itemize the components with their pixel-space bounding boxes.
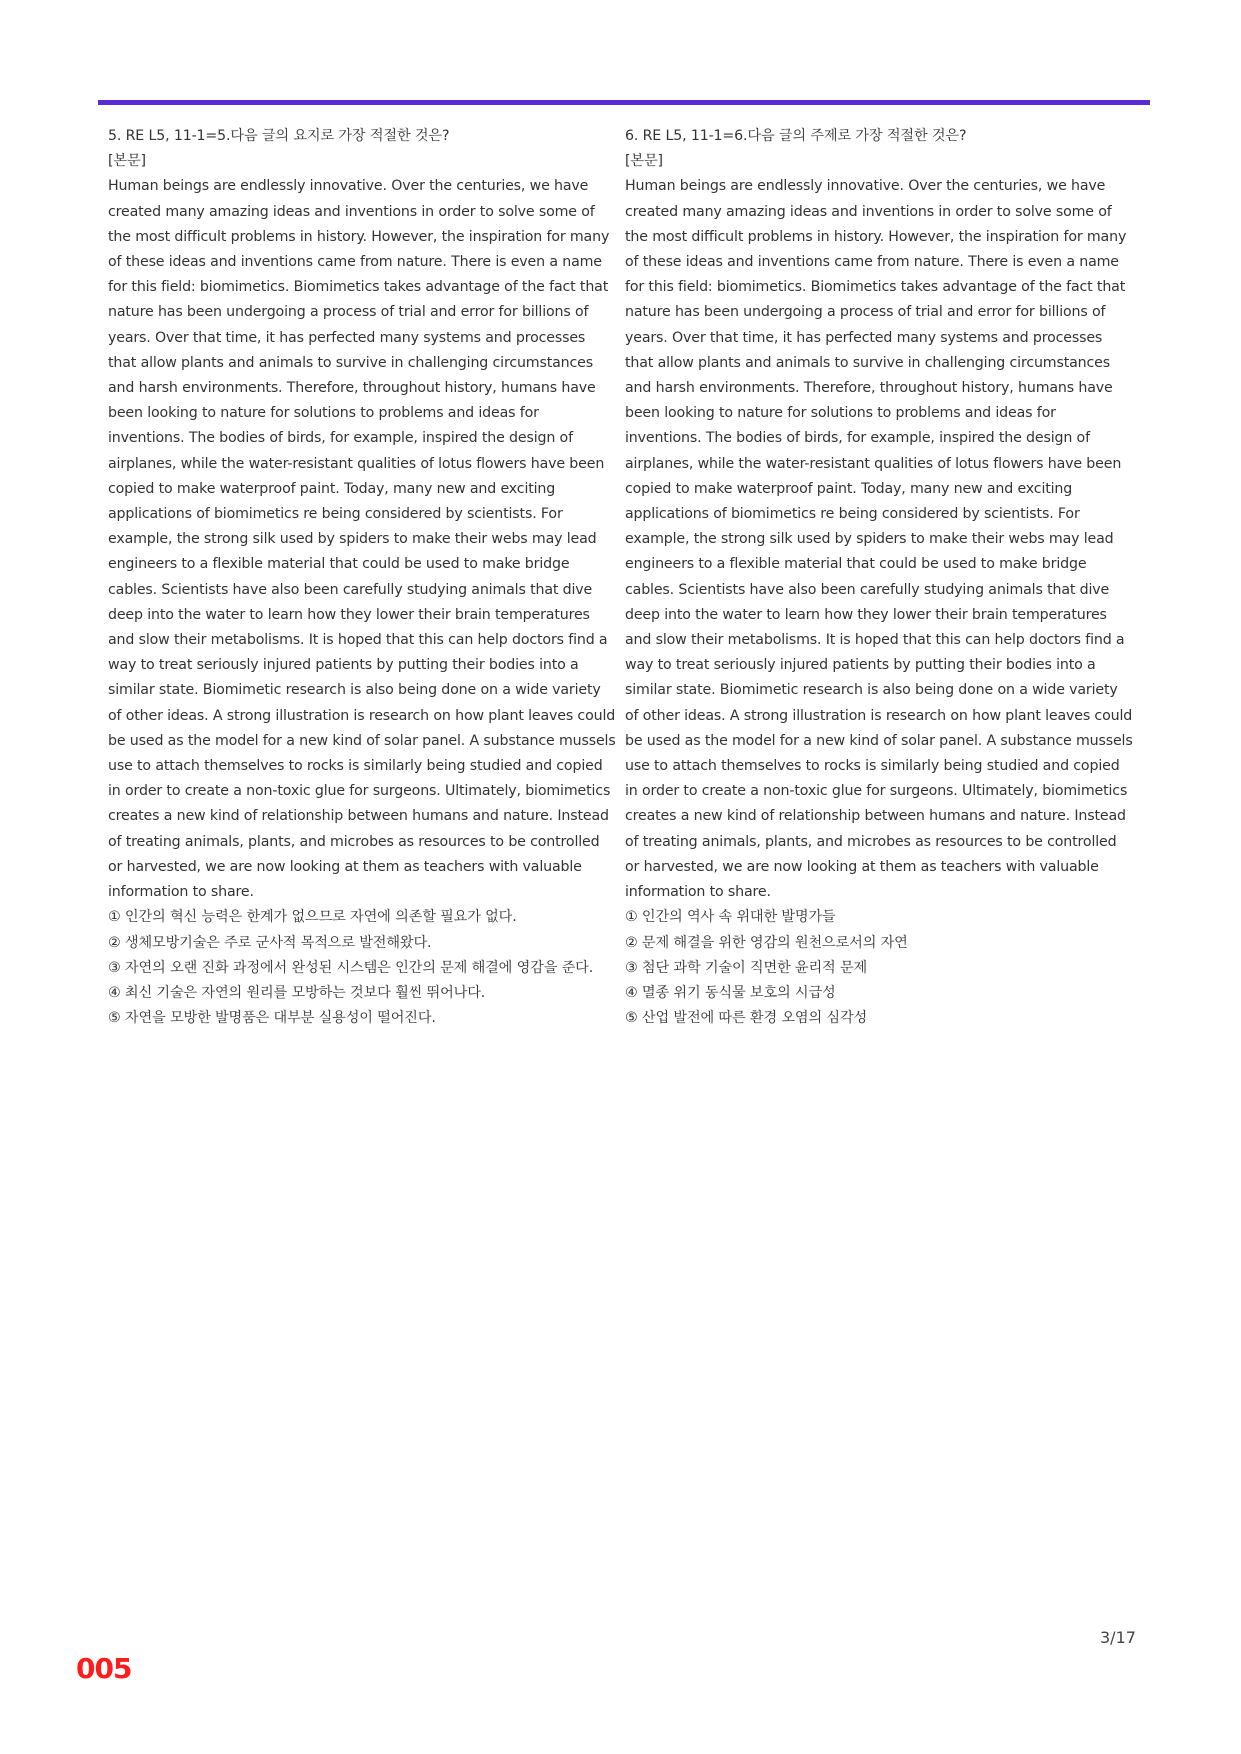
answer-option-1: ① 인간의 혁신 능력은 한계가 없으므로 자연에 의존할 필요가 없다. (108, 909, 517, 926)
header-rule (98, 100, 1150, 105)
passage-label: [본문] (108, 153, 146, 170)
answer-option-5: ⑤ 자연을 모방한 발명품은 대부분 실용성이 떨어진다. (108, 1010, 436, 1027)
passage-label: [본문] (625, 153, 663, 170)
page-number: 3/17 (1100, 1628, 1136, 1647)
answer-option-2: ② 생체모방기술은 주로 군사적 목적으로 발전해왔다. (108, 934, 432, 951)
answer-option-5: ⑤ 산업 발전에 따른 환경 오염의 심각성 (625, 1010, 868, 1027)
passage-text: Human beings are endlessly innovative. Over the centuries, we have created many amazing ideas and inventions in order to solve some of the most difficult problems in history. However, the inspiration for many of these ideas and inventions came from nature. There is even a name for this field: biomimetics. Biomimetics takes advantage of the fact that nature has been undergoing a process of trial and error for billions of years. Over that time, it has perfected many systems and processes that allow plants and animals to survive in challenging circumstances and harsh environments. Therefore, throughout history, humans have been looking to nature for solutions to problems and ideas for inventions. The bodies of birds, for example, inspired the design of airplanes, while the water-resistant qualities of lotus flowers have been copied to make waterproof paint. Today, many new and exciting applications of biomimetics re being considered by scientists. For example, the strong silk used by spiders to make their webs may lead engineers to a flexible material that could be used to make bridge cables. Scientists have also been carefully studying animals that dive deep into the water to learn how they lower their brain temperatures and slow their metabolisms. It is hoped that this can help doctors find a way to treat seriously injured patients by putting their bodies into a similar state. Biomimetic research is also being done on a wide variety of other ideas. A strong illustration is research on how plant leaves could be used as the model for a new kind of solar panel. A substance mussels use to attach themselves to rocks is similarly being studied and copied in order to create a non-toxic glue for surgeons. Ultimately, biomimetics creates a new kind of relationship between humans and nature. Instead of treating animals, plants, and microbes as resources to be controlled or harvested, we are now looking at them as teachers with valuable information to share. (625, 178, 1133, 901)
answer-option-3: ③ 자연의 오랜 진화 과정에서 완성된 시스템은 인간의 문제 해결에 영감을 준다. (108, 959, 594, 976)
question-header: 6. RE L5, 11-1=6.다음 글의 주제로 가장 적절한 것은? (625, 128, 967, 144)
question-header: 5. RE L5, 11-1=5.다음 글의 요지로 가장 적절한 것은? (108, 128, 450, 144)
question-6 (625, 124, 1133, 1031)
answer-option-1: ① 인간의 역사 속 위대한 발명가들 (625, 909, 836, 926)
passage-text: Human beings are endlessly innovative. Over the centuries, we have created many amazing ideas and inventions in order to solve some of the most difficult problems in history. However, the inspiration for many of these ideas and inventions came from nature. There is even a name for this field: biomimetics. Biomimetics takes advantage of the fact that nature has been undergoing a process of trial and error for billions of years. Over that time, it has perfected many systems and processes that allow plants and animals to survive in challenging circumstances and harsh environments. Therefore, throughout history, humans have been looking to nature for solutions to problems and ideas for inventions. The bodies of birds, for example, inspired the design of airplanes, while the water-resistant qualities of lotus flowers have been copied to make waterproof paint. Today, many new and exciting applications of biomimetics re being considered by scientists. For example, the strong silk used by spiders to make their webs may lead engineers to a flexible material that could be used to make bridge cables. Scientists have also been carefully studying animals that dive deep into the water to learn how they lower their brain temperatures and slow their metabolisms. It is hoped that this can help doctors find a way to treat seriously injured patients by putting their bodies into a similar state. Biomimetic research is also being done on a wide variety of other ideas. A strong illustration is research on how plant leaves could be used as the model for a new kind of solar panel. A substance mussels use to attach themselves to rocks is similarly being studied and copied in order to create a non-toxic glue for surgeons. Ultimately, biomimetics creates a new kind of relationship between humans and nature. Instead of treating animals, plants, and microbes as resources to be controlled or harvested, we are now looking at them as teachers with valuable information to share. (108, 178, 616, 901)
answer-option-4: ④ 멸종 위기 동식물 보호의 시급성 (625, 984, 836, 1001)
document-code: 005 (76, 1652, 132, 1685)
answer-option-3: ③ 첨단 과학 기술이 직면한 윤리적 문제 (625, 959, 868, 976)
answer-option-2: ② 문제 해결을 위한 영감의 원천으로서의 자연 (625, 934, 908, 951)
question-5 (108, 124, 616, 1031)
answer-option-4: ④ 최신 기술은 자연의 원리를 모방하는 것보다 훨씬 뛰어나다. (108, 984, 486, 1001)
